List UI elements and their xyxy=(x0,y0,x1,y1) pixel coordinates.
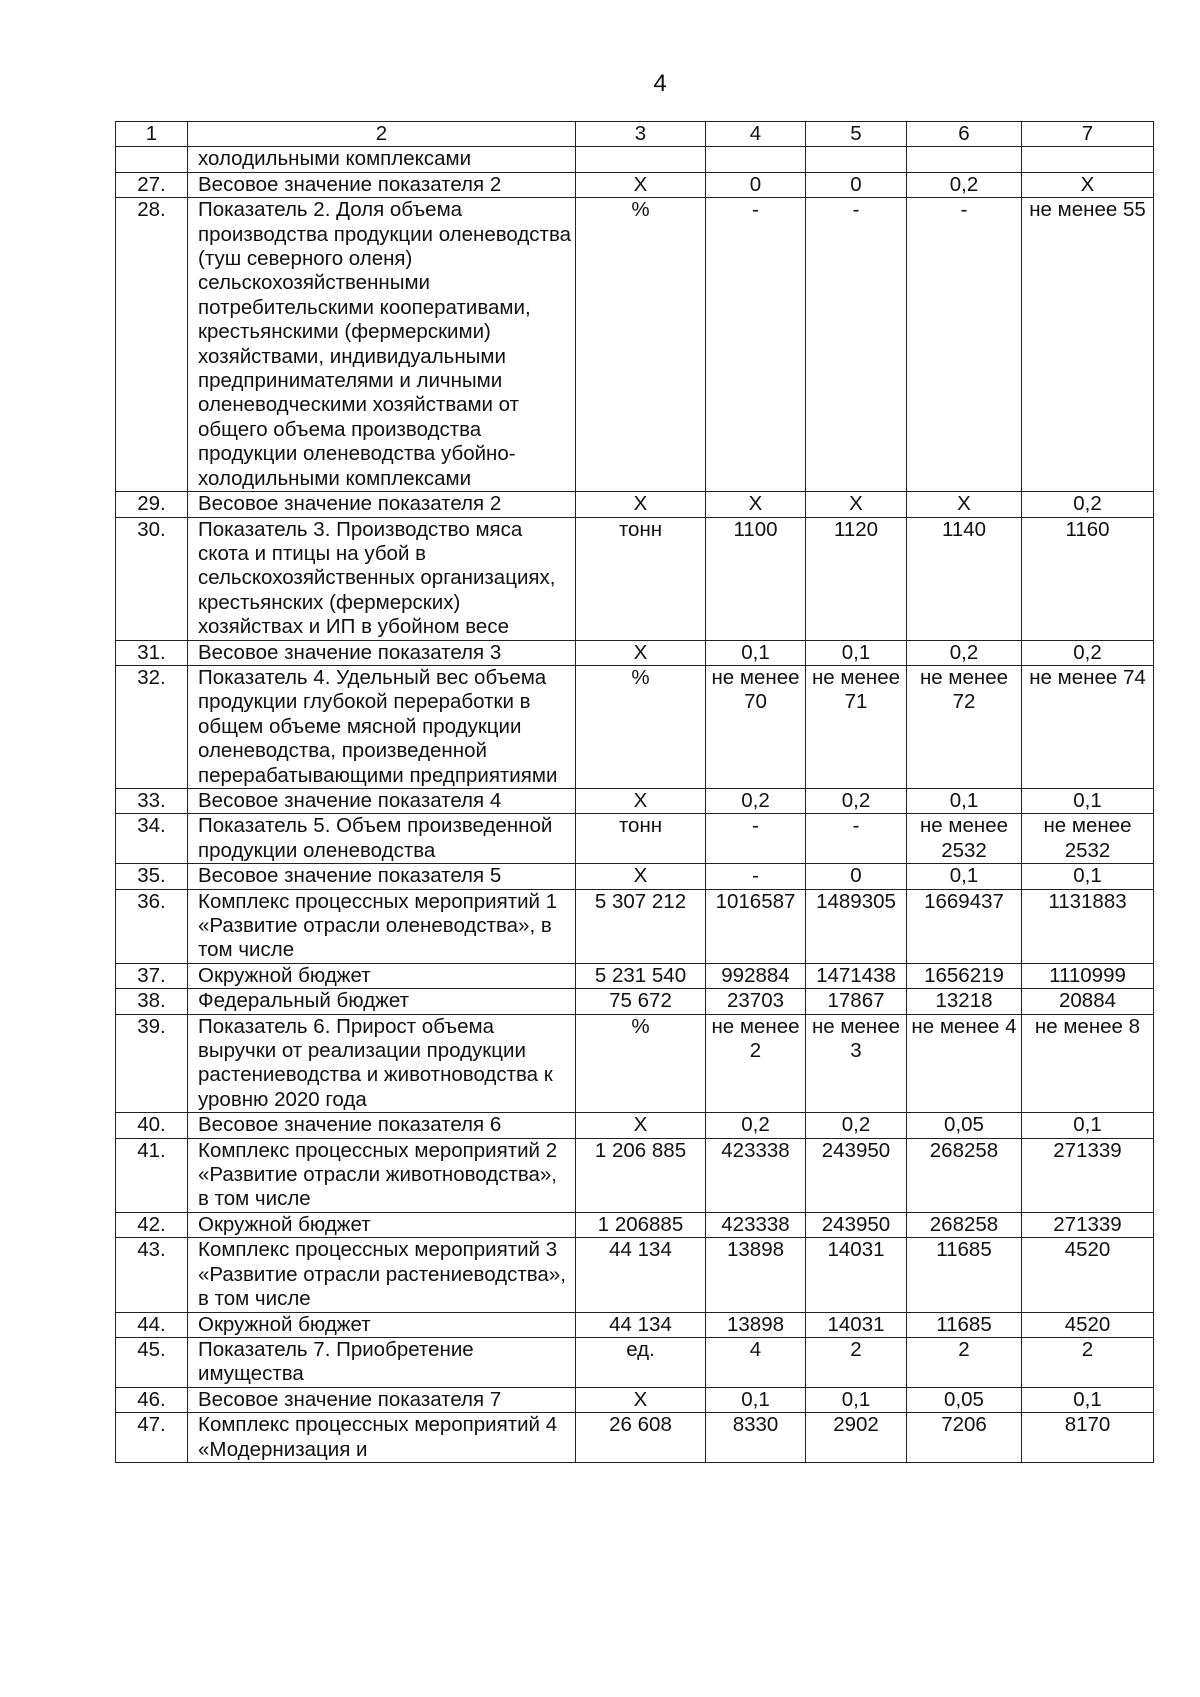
value-cell-col4: 0,1 xyxy=(706,640,806,665)
row-number-cell: 31. xyxy=(116,640,188,665)
table-row xyxy=(116,640,1154,665)
table-row xyxy=(116,172,1154,197)
value-cell-col6: 268258 xyxy=(907,1212,1022,1237)
value-cell-col5: 0,2 xyxy=(806,1113,907,1138)
value-cell-col4: 992884 xyxy=(706,963,806,988)
value-cell-col6: 11685 xyxy=(907,1238,1022,1312)
indicator-name-cell: Показатель 2. Доля объема производства продукции оленеводства (туш северного оленя) сельскохозяйственными потребительскими кооперативами, крестьянскими (фермерскими) хозяйствами, индивидуальными предпринимателями и личными оленеводческими хозяйствами от общего объема производства продукции оленеводства убойно-холодильными комплексами xyxy=(188,198,576,492)
value-cell-col6: 1656219 xyxy=(907,963,1022,988)
value-cell-col6: 0,2 xyxy=(907,640,1022,665)
value-cell-col4: не менее 2 xyxy=(706,1014,806,1113)
indicator-name-cell: Весовое значение показателя 5 xyxy=(188,864,576,889)
value-cell-col7: 0,1 xyxy=(1022,1113,1154,1138)
row-number-cell xyxy=(116,147,188,172)
row-number-cell: 39. xyxy=(116,1014,188,1113)
unit-total-cell: % xyxy=(576,198,706,492)
unit-total-cell: тонн xyxy=(576,814,706,864)
unit-total-cell: 44 134 xyxy=(576,1312,706,1337)
row-number-cell: 27. xyxy=(116,172,188,197)
indicator-name-cell: Весовое значение показателя 6 xyxy=(188,1113,576,1138)
value-cell-col7: 4520 xyxy=(1022,1238,1154,1312)
table-row xyxy=(116,1387,1154,1412)
value-cell-col7: 0,1 xyxy=(1022,1387,1154,1412)
unit-total-cell: 44 134 xyxy=(576,1238,706,1312)
indicator-name-cell: Показатель 3. Производство мяса скота и птицы на убой в сельскохозяйственных организациях, крестьянских (фермерских) хозяйствах и ИП в убойном весе xyxy=(188,517,576,640)
row-number-cell: 45. xyxy=(116,1337,188,1387)
value-cell-col5: 243950 xyxy=(806,1138,907,1212)
row-number-cell: 35. xyxy=(116,864,188,889)
row-number-cell: 47. xyxy=(116,1413,188,1463)
unit-total-cell: ед. xyxy=(576,1337,706,1387)
table-row xyxy=(116,517,1154,640)
indicator-name-cell: Комплекс процессных мероприятий 3 «Развитие отрасли растениеводства», в том числе xyxy=(188,1238,576,1312)
value-cell-col6: 1140 xyxy=(907,517,1022,640)
row-number-cell: 28. xyxy=(116,198,188,492)
value-cell-col7: 2 xyxy=(1022,1337,1154,1387)
value-cell-col5: 0 xyxy=(806,864,907,889)
value-cell-col7: 0,1 xyxy=(1022,864,1154,889)
value-cell-col6: X xyxy=(907,492,1022,517)
value-cell-col7: 20884 xyxy=(1022,989,1154,1014)
row-number-cell: 30. xyxy=(116,517,188,640)
unit-total-cell: 1 206 885 xyxy=(576,1138,706,1212)
value-cell-col7: X xyxy=(1022,172,1154,197)
table-row xyxy=(116,1014,1154,1113)
table-row xyxy=(116,1138,1154,1212)
indicator-name-cell: Весовое значение показателя 2 xyxy=(188,172,576,197)
value-cell-col5: - xyxy=(806,814,907,864)
unit-total-cell: X xyxy=(576,1387,706,1412)
table-row xyxy=(116,1413,1154,1463)
header-cell: 6 xyxy=(907,122,1022,147)
value-cell-col5: 0,2 xyxy=(806,788,907,813)
table-row xyxy=(116,1312,1154,1337)
unit-total-cell: 5 307 212 xyxy=(576,889,706,963)
table-row xyxy=(116,1212,1154,1237)
row-number-cell: 40. xyxy=(116,1113,188,1138)
row-number-cell: 43. xyxy=(116,1238,188,1312)
value-cell-col5: 2 xyxy=(806,1337,907,1387)
value-cell-col6: 13218 xyxy=(907,989,1022,1014)
value-cell-col4: 13898 xyxy=(706,1238,806,1312)
row-number-cell: 36. xyxy=(116,889,188,963)
value-cell-col6: 0,1 xyxy=(907,864,1022,889)
table-row xyxy=(116,1113,1154,1138)
unit-total-cell: X xyxy=(576,172,706,197)
header-cell: 4 xyxy=(706,122,806,147)
indicator-name-cell: Весовое значение показателя 2 xyxy=(188,492,576,517)
table-row xyxy=(116,963,1154,988)
table-row xyxy=(116,147,1154,172)
row-number-cell: 29. xyxy=(116,492,188,517)
table-row xyxy=(116,889,1154,963)
table-row xyxy=(116,492,1154,517)
row-number-cell: 37. xyxy=(116,963,188,988)
value-cell-col6: 2 xyxy=(907,1337,1022,1387)
value-cell-col5: 2902 xyxy=(806,1413,907,1463)
unit-total-cell: X xyxy=(576,1113,706,1138)
value-cell-col4: 423338 xyxy=(706,1212,806,1237)
value-cell-col5: 17867 xyxy=(806,989,907,1014)
value-cell-col6 xyxy=(907,147,1022,172)
value-cell-col5: не менее 71 xyxy=(806,665,907,788)
header-row xyxy=(116,122,1154,147)
value-cell-col4: - xyxy=(706,864,806,889)
header-cell: 5 xyxy=(806,122,907,147)
indicator-name-cell: Весовое значение показателя 7 xyxy=(188,1387,576,1412)
value-cell-col7: 1110999 xyxy=(1022,963,1154,988)
unit-total-cell: тонн xyxy=(576,517,706,640)
value-cell-col7: 1131883 xyxy=(1022,889,1154,963)
indicator-name-cell: Окружной бюджет xyxy=(188,1212,576,1237)
indicator-name-cell: холодильными комплексами xyxy=(188,147,576,172)
table-row xyxy=(116,814,1154,864)
unit-total-cell: % xyxy=(576,665,706,788)
indicator-name-cell: Показатель 6. Прирост объема выручки от реализации продукции растениеводства и животноводства к уровню 2020 года xyxy=(188,1014,576,1113)
value-cell-col4: 423338 xyxy=(706,1138,806,1212)
indicator-name-cell: Комплекс процессных мероприятий 4 «Модернизация и xyxy=(188,1413,576,1463)
indicator-name-cell: Федеральный бюджет xyxy=(188,989,576,1014)
indicator-name-cell: Показатель 7. Приобретение имущества xyxy=(188,1337,576,1387)
value-cell-col7: 0,2 xyxy=(1022,492,1154,517)
indicator-name-cell: Комплекс процессных мероприятий 2 «Развитие отрасли животноводства», в том числе xyxy=(188,1138,576,1212)
row-number-cell: 33. xyxy=(116,788,188,813)
indicator-name-cell: Показатель 5. Объем произведенной продукции оленеводства xyxy=(188,814,576,864)
value-cell-col7: 8170 xyxy=(1022,1413,1154,1463)
row-number-cell: 42. xyxy=(116,1212,188,1237)
value-cell-col7: 271339 xyxy=(1022,1138,1154,1212)
page-number: 4 xyxy=(653,70,667,97)
value-cell-col7: 271339 xyxy=(1022,1212,1154,1237)
unit-total-cell: 75 672 xyxy=(576,989,706,1014)
value-cell-col4: 13898 xyxy=(706,1312,806,1337)
unit-total-cell: X xyxy=(576,640,706,665)
value-cell-col6: 7206 xyxy=(907,1413,1022,1463)
unit-total-cell: 5 231 540 xyxy=(576,963,706,988)
value-cell-col6: не менее 72 xyxy=(907,665,1022,788)
value-cell-col4: не менее 70 xyxy=(706,665,806,788)
value-cell-col4 xyxy=(706,147,806,172)
value-cell-col7 xyxy=(1022,147,1154,172)
value-cell-col5: X xyxy=(806,492,907,517)
row-number-cell: 41. xyxy=(116,1138,188,1212)
value-cell-col6: 11685 xyxy=(907,1312,1022,1337)
value-cell-col5: 1471438 xyxy=(806,963,907,988)
value-cell-col6: не менее 4 xyxy=(907,1014,1022,1113)
value-cell-col6: - xyxy=(907,198,1022,492)
value-cell-col7: 0,1 xyxy=(1022,788,1154,813)
row-number-cell: 34. xyxy=(116,814,188,864)
table-row xyxy=(116,1238,1154,1312)
header-cell: 3 xyxy=(576,122,706,147)
value-cell-col5: 0,1 xyxy=(806,640,907,665)
value-cell-col4: 4 xyxy=(706,1337,806,1387)
table-row xyxy=(116,788,1154,813)
header-cell: 1 xyxy=(116,122,188,147)
value-cell-col5: 0 xyxy=(806,172,907,197)
value-cell-col4: 0,2 xyxy=(706,788,806,813)
value-cell-col7: не менее 8 xyxy=(1022,1014,1154,1113)
value-cell-col7: 0,2 xyxy=(1022,640,1154,665)
value-cell-col5 xyxy=(806,147,907,172)
value-cell-col6: 0,1 xyxy=(907,788,1022,813)
unit-total-cell: 26 608 xyxy=(576,1413,706,1463)
row-number-cell: 44. xyxy=(116,1312,188,1337)
header-cell: 2 xyxy=(188,122,576,147)
value-cell-col7: 4520 xyxy=(1022,1312,1154,1337)
row-number-cell: 38. xyxy=(116,989,188,1014)
value-cell-col4: 1016587 xyxy=(706,889,806,963)
unit-total-cell: X xyxy=(576,788,706,813)
indicator-name-cell: Показатель 4. Удельный вес объема продукции глубокой переработки в общем объеме мясной продукции оленеводства, произведенной перерабатывающими предприятиями xyxy=(188,665,576,788)
unit-total-cell: X xyxy=(576,864,706,889)
unit-total-cell: X xyxy=(576,492,706,517)
value-cell-col4: 1100 xyxy=(706,517,806,640)
row-number-cell: 46. xyxy=(116,1387,188,1412)
unit-total-cell xyxy=(576,147,706,172)
row-number-cell: 32. xyxy=(116,665,188,788)
table-row xyxy=(116,665,1154,788)
value-cell-col4: 0 xyxy=(706,172,806,197)
value-cell-col5: не менее 3 xyxy=(806,1014,907,1113)
value-cell-col4: X xyxy=(706,492,806,517)
indicator-name-cell: Весовое значение показателя 3 xyxy=(188,640,576,665)
value-cell-col4: - xyxy=(706,198,806,492)
value-cell-col6: 268258 xyxy=(907,1138,1022,1212)
value-cell-col4: 23703 xyxy=(706,989,806,1014)
table-row xyxy=(116,989,1154,1014)
value-cell-col7: не менее 2532 xyxy=(1022,814,1154,864)
value-cell-col4: 8330 xyxy=(706,1413,806,1463)
table-row xyxy=(116,1337,1154,1387)
table-row xyxy=(116,198,1154,492)
value-cell-col6: 0,05 xyxy=(907,1113,1022,1138)
header-cell: 7 xyxy=(1022,122,1154,147)
table-row xyxy=(116,864,1154,889)
value-cell-col5: 0,1 xyxy=(806,1387,907,1412)
value-cell-col5: - xyxy=(806,198,907,492)
value-cell-col5: 1120 xyxy=(806,517,907,640)
value-cell-col6: 1669437 xyxy=(907,889,1022,963)
value-cell-col6: 0,2 xyxy=(907,172,1022,197)
unit-total-cell: % xyxy=(576,1014,706,1113)
value-cell-col7: не менее 55 xyxy=(1022,198,1154,492)
indicators-table xyxy=(115,121,1154,1463)
value-cell-col7: не менее 74 xyxy=(1022,665,1154,788)
value-cell-col4: 0,2 xyxy=(706,1113,806,1138)
table-body xyxy=(116,147,1154,1463)
indicator-name-cell: Окружной бюджет xyxy=(188,963,576,988)
indicator-name-cell: Окружной бюджет xyxy=(188,1312,576,1337)
indicator-name-cell: Комплекс процессных мероприятий 1 «Развитие отрасли оленеводства», в том числе xyxy=(188,889,576,963)
value-cell-col6: 0,05 xyxy=(907,1387,1022,1412)
value-cell-col5: 14031 xyxy=(806,1312,907,1337)
value-cell-col4: - xyxy=(706,814,806,864)
value-cell-col6: не менее 2532 xyxy=(907,814,1022,864)
value-cell-col7: 1160 xyxy=(1022,517,1154,640)
value-cell-col5: 1489305 xyxy=(806,889,907,963)
unit-total-cell: 1 206885 xyxy=(576,1212,706,1237)
value-cell-col5: 14031 xyxy=(806,1238,907,1312)
value-cell-col4: 0,1 xyxy=(706,1387,806,1412)
value-cell-col5: 243950 xyxy=(806,1212,907,1237)
indicator-name-cell: Весовое значение показателя 4 xyxy=(188,788,576,813)
